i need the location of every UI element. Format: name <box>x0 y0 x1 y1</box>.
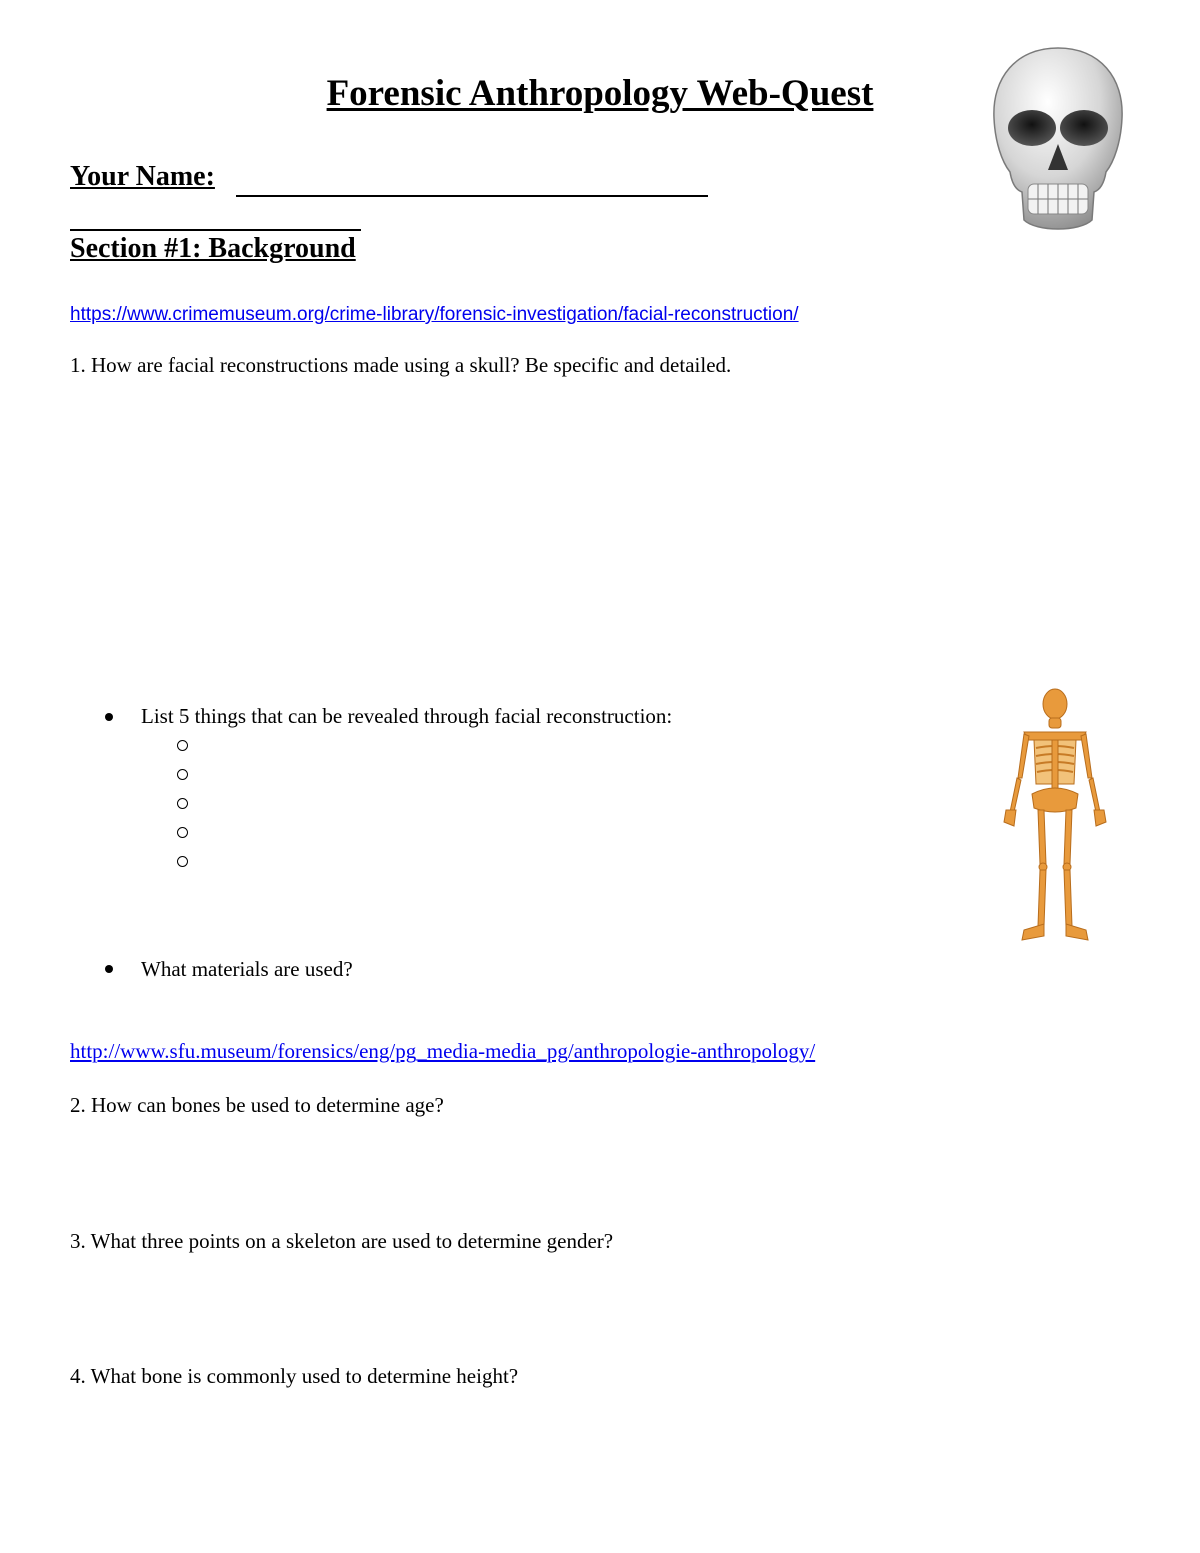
sfu-museum-link[interactable]: http://www.sfu.museum/forensics/eng/pg_media-media_pg/anthropologie-anthropology/ <box>70 1039 816 1063</box>
crimemuseum-link[interactable]: https://www.crimemuseum.org/crime-library/forensic-investigation/facial-reconstruction/ <box>70 304 799 325</box>
bullet-materials: What materials are used? <box>141 957 353 981</box>
sub-bullet-marker <box>177 769 188 780</box>
question-1: 1. How are facial reconstructions made using a skull? Be specific and detailed. <box>70 353 732 377</box>
section-heading: Section #1: Background <box>70 233 356 264</box>
page-title: Forensic Anthropology Web-Quest <box>326 73 874 114</box>
question-2: 2. How can bones be used to determine age? <box>70 1093 444 1117</box>
name-line[interactable] <box>236 195 708 197</box>
sub-bullet-marker <box>177 740 188 751</box>
name-label: Your Name: <box>70 161 215 192</box>
bullet-marker <box>105 965 113 973</box>
sub-bullet-marker <box>177 856 188 867</box>
name-line-continued[interactable] <box>70 229 361 231</box>
bullet-reveal-list: List 5 things that can be revealed through facial reconstruction: <box>141 704 673 728</box>
question-3: 3. What three points on a skeleton are used to determine gender? <box>70 1229 614 1253</box>
sub-bullet-marker <box>177 827 188 838</box>
skull-icon <box>988 44 1128 236</box>
question-4: 4. What bone is commonly used to determine height? <box>70 1364 519 1388</box>
skeleton-icon <box>996 686 1114 948</box>
bullet-marker <box>105 713 113 721</box>
sub-bullet-marker <box>177 798 188 809</box>
